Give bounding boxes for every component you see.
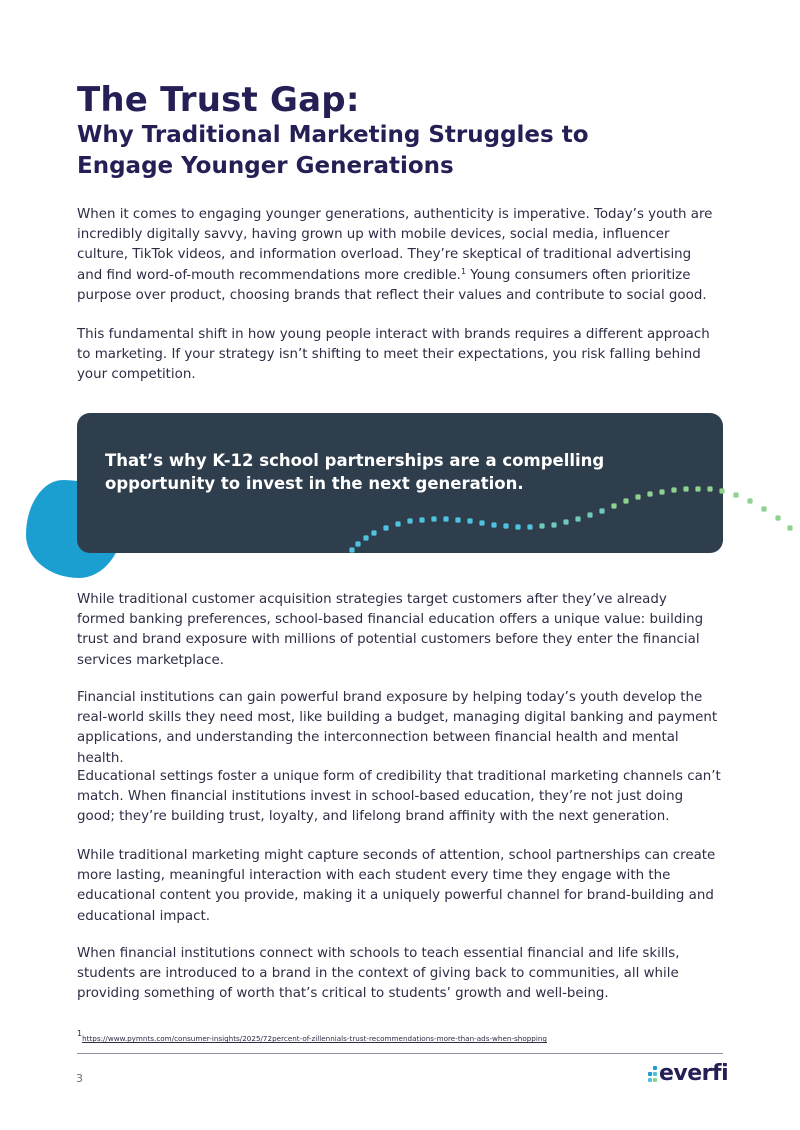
wave-dot [775,515,780,520]
wave-dot [747,498,752,503]
footnote-link[interactable]: https://www.pymnts.com/consumer-insights/2025/72percent-of-zillennials-trust-recommendations-more-than-ads-when-shopping [82,1034,547,1043]
wave-dot [761,506,766,511]
page-number: 3 [76,1072,83,1085]
body-paragraph-2: Financial institutions can gain powerful brand exposure by helping today’s youth develop the real-world skills they need most, like building a budget, managing digital banking and payment applications, and understanding the interconnection between financial health and mental health. [77,690,718,766]
wave-dot [787,525,792,530]
intro-paragraph-1 [77,205,717,306]
callout-text: That’s why K-12 school partnerships are a compelling opportunity to invest in the next generation. [105,451,605,493]
wave-dot [733,492,738,497]
footer-divider [77,1053,723,1054]
footnote-number: 1 [77,1029,83,1038]
page-title: The Trust Gap: [77,80,360,120]
body-paragraph-5: When financial institutions connect with schools to teach essential financial and life skills, students are introduced to a brand in the context of giving back to communities, all while providing something of worth that’s critical to students’ growth and well-being. [77,946,680,1002]
body-paragraph-4: While traditional marketing might capture seconds of attention, school partnerships can create more lasting, meaningful interaction with each student every time they engage with the educational content you provide, making it a uniquely powerful channel for brand-building and educational impact. [77,848,716,924]
intro-paragraph-2: This fundamental shift in how young people interact with brands requires a different approach to marketing. If your strategy isn’t shifting to meet their expectations, you risk falling behind your competition. [77,327,710,383]
footnote-reference: 1 [460,266,467,276]
everfi-logo [647,1061,729,1092]
page-subtitle: Why Traditional Marketing Struggles to Engage Younger Generations [77,122,589,179]
intro-paragraph-1-text-continued: Young consumers often prioritize purpose over product, choosing brands that reflect their values and contribute to social good. [77,267,707,303]
body-paragraph-1: While traditional customer acquisition strategies target customers after they’ve already formed banking preferences, school-based financial education offers a unique value: building trust and brand exposure with millions of potential customers before they enter the financial services marketplace. [77,592,704,668]
footnote [77,1029,547,1043]
everfi-logo-text: everfi [659,1061,729,1086]
body-paragraph-3: Educational settings foster a unique form of credibility that traditional marketing channels can’t match. When financial institutions invest in school-based education, they’re not just doing good; they’re building trust, loyalty, and lifelong brand affinity with the next generation. [77,769,721,825]
intro-paragraph-1-text: When it comes to engaging younger generations, authenticity is imperative. Today’s youth are incredibly digitally savvy, having grown up with mobile devices, social media, influencer culture, TikTok videos, and information overload. They’re skeptical of traditional advertising and find word-of-mouth recommendations more credible. [77,207,713,283]
